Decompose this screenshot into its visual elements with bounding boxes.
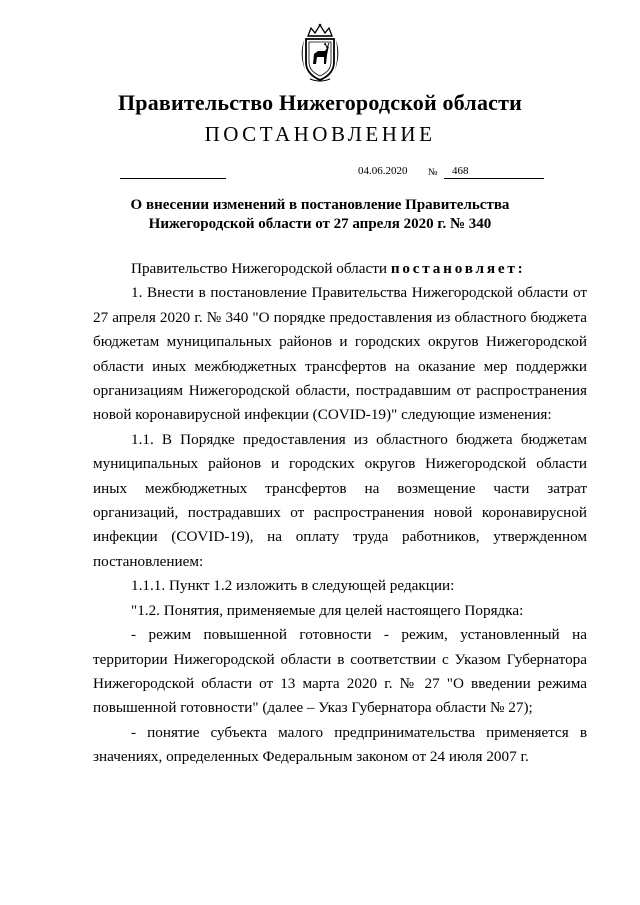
definition-readiness-regime: - режим повышенной готовности - режим, установленный на территории Нижегородской области в соответствии с Указом Губернатора Нижегородской области от 13 марта 2020 г. № 27 "О введении режима повышенной готовности" (далее – Указ Губернатора области № 27);	[93, 626, 587, 717]
definition-small-business: - понятие субъекта малого предпринимательства применяется в значениях, определенных Федеральным законом от 24 июля 2007 г.	[93, 723, 587, 766]
paragraph-1-1-1: 1.1.1. Пункт 1.2 изложить в следующей редакции:	[131, 577, 455, 595]
government-title: Правительство Нижегородской области	[117, 90, 522, 115]
paragraph-1: 1. Внести в постановление Правительства Нижегородской области от 27 апреля 2020 г. № 340 "О порядке предоставления из областного бюджета бюджетам муниципальных районов и городских округов Нижегородской области иных межбюджетных трансфертов на оказание мер поддержки организациям Нижегородской области, пострадавшим от распространения новой коронавирусной инфекции (COVID-19)" следующие изменения:	[93, 284, 587, 424]
paragraph-1-1: 1.1. В Порядке предоставления из областного бюджета бюджетам муниципальных районов и городских округов Нижегородской области иных межбюджетных трансфертов на возмещение части затрат организаций, пострадавших от распространения новой коронавирусной инфекции (COVID-19), на оплату труда работников, утвержденном постановлением:	[93, 430, 587, 570]
coat-of-arms-emblem	[298, 22, 342, 84]
document-date: 04.06.2020	[358, 165, 408, 177]
paragraph-1-2: "1.2. Понятия, применяемые для целей настоящего Порядка:	[131, 601, 524, 619]
preamble-text: Правительство Нижегородской области	[131, 260, 388, 277]
document-number: 468	[452, 165, 469, 177]
subject-line-1: О внесении изменений в постановление Правительства	[130, 197, 510, 213]
document-subject	[0, 196, 640, 234]
document-type-heading: ПОСТАНОВЛЕНИЕ	[204, 122, 436, 146]
resolves-word: постановляет:	[390, 260, 526, 277]
blank-underline	[120, 178, 226, 179]
number-sign: №	[428, 167, 438, 178]
number-underline	[444, 178, 544, 179]
document-body	[93, 257, 587, 770]
resolution-preamble	[93, 257, 587, 281]
subject-line-2: Нижегородской области от 27 апреля 2020 г. № 340	[148, 216, 492, 232]
